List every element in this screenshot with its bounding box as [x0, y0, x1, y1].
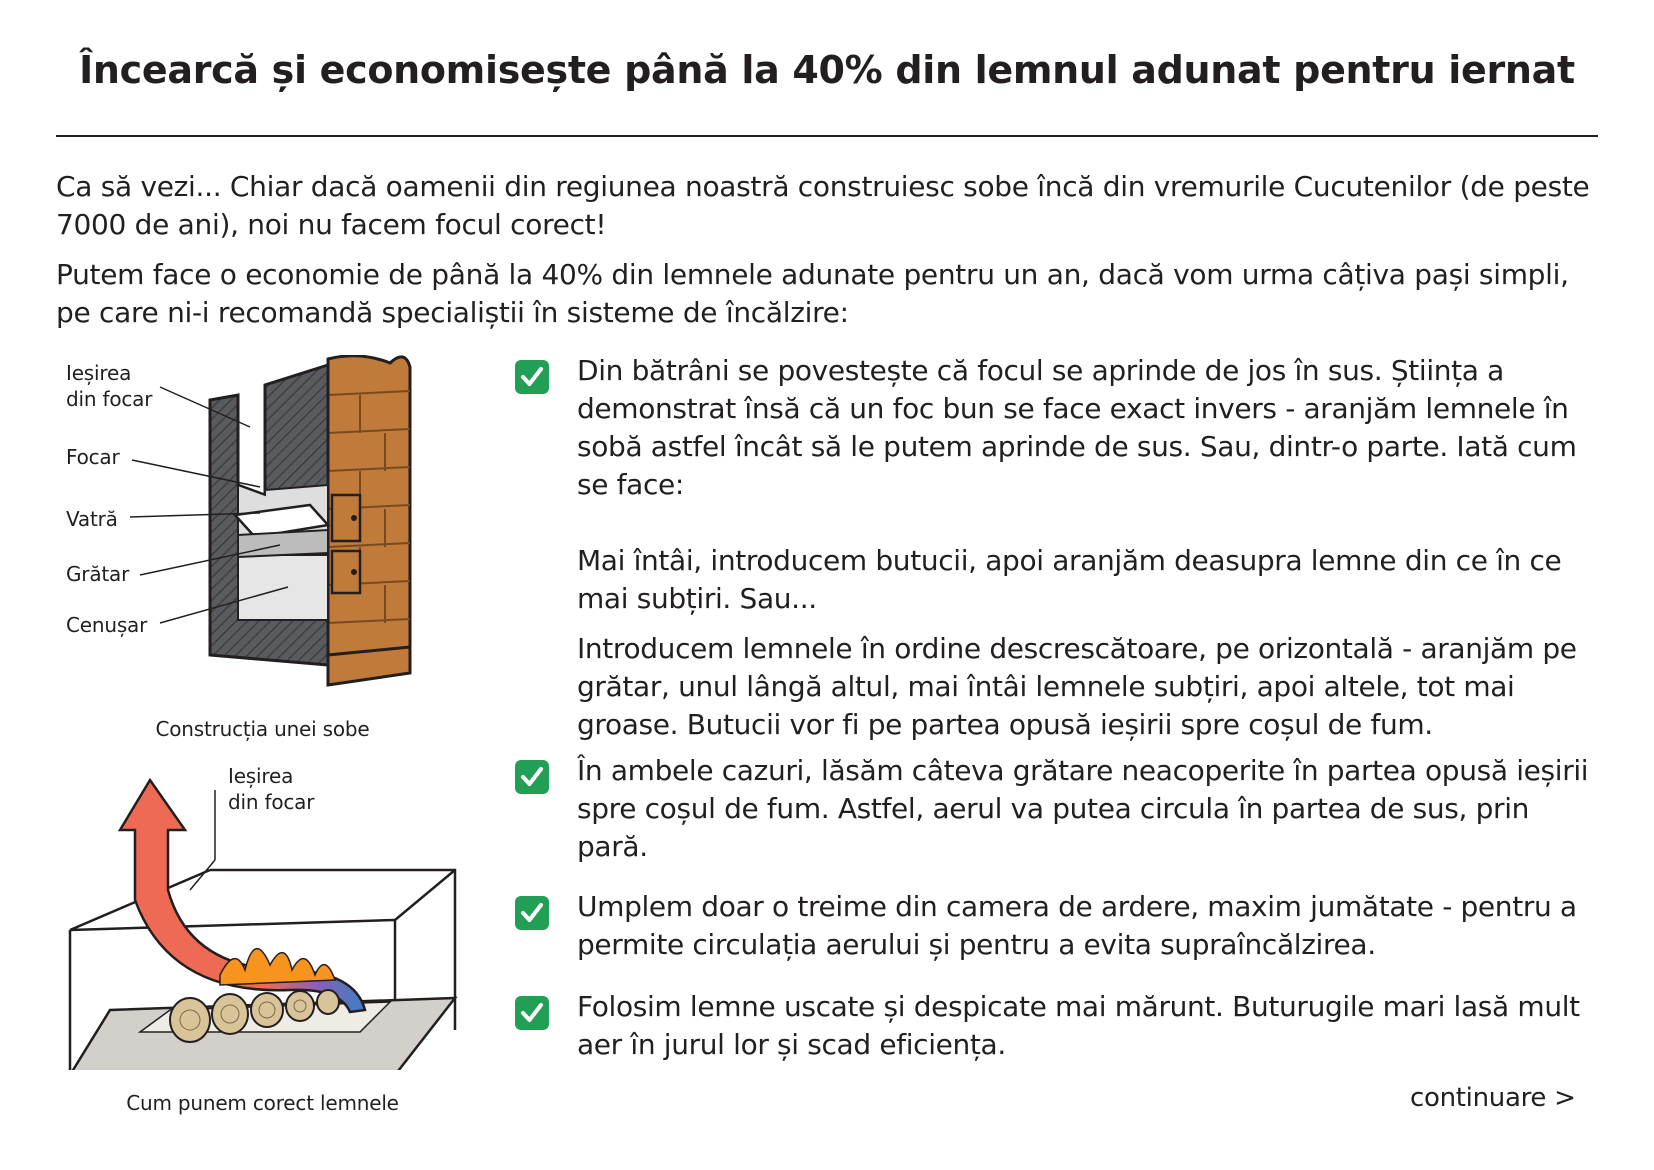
label-ashpit: Cenușar: [66, 613, 148, 637]
intro-paragraph-1: Ca să vezi... Chiar dacă oamenii din regiunea noastră construiesc sobe încă din vremurile Cucutenilor (de peste 7000 de ani), noi nu facem focul corect!: [56, 170, 1590, 241]
tip-text: Umplem doar o treime din camera de ardere, maxim jumătate - pentru a permite circulația aerului și pentru a evita supraîncălzirea.: [577, 890, 1577, 961]
stove-figure-caption: Construcția unei sobe: [155, 717, 370, 741]
title-divider: [56, 135, 1598, 137]
checkmark-icon: [515, 360, 549, 394]
wood-placement-figure: [60, 764, 480, 1070]
label-floor: Vatră: [66, 507, 118, 531]
continue-link[interactable]: continuare >: [1410, 1083, 1576, 1113]
intro-paragraph-2: Putem face o economie de până la 40% din lemnele adunate pentru un an, dacă vom urma câțiva pași simpli, pe care ni-i recomandă specialiștii în sisteme de încălzire:: [56, 258, 1569, 329]
tip-text: Din bătrâni se povestește că focul se aprinde de jos în sus. Știința a demonstrat însă că un foc bun se face exact invers - aranjăm lemnele în sobă astfel încât să le putem aprinde de sus. Sau, dintr-o parte. Iată cum se face:: [577, 354, 1577, 501]
label-exit-line1: Ieșirea: [66, 361, 132, 385]
wood-figure-caption: Cum punem corect lemnele: [126, 1091, 399, 1115]
label-grate: Grătar: [66, 562, 130, 586]
stove-construction-figure: [60, 355, 470, 710]
tip-text: În ambele cazuri, lăsăm câteva grătare neacoperite în partea opusă ieșirii spre coșul de fum. Astfel, aerul va putea circula în partea de sus, prin pară.: [577, 754, 1589, 863]
label-hearth: Focar: [66, 445, 120, 469]
checkmark-icon: [515, 760, 549, 794]
checkmark-icon: [515, 996, 549, 1030]
tip-text: Introducem lemnele în ordine descrescătoare, pe orizontală - aranjăm pe grătar, unul lângă altul, mai întâi lemnele subțiri, apoi altele, tot mai groase. Butucii vor fi pe partea opusă ieșirii spre coșul de fum.: [577, 632, 1577, 741]
checkmark-icon: [515, 896, 549, 930]
tip-text: Mai întâi, introducem butucii, apoi aranjăm deasupra lemne din ce în ce mai subțiri. Sau...: [577, 544, 1562, 615]
fire-label-exit-line1: Ieșirea: [228, 764, 294, 788]
page-title: Încearcă și economisește până la 40% din lemnul adunat pentru iernat: [79, 48, 1575, 92]
fire-label-exit-line2: din focar: [228, 790, 315, 814]
label-exit-line2: din focar: [66, 387, 153, 411]
tip-text: Folosim lemne uscate și despicate mai mărunt. Buturugile mari lasă mult aer în jurul lor și scad eficiența.: [577, 990, 1580, 1061]
